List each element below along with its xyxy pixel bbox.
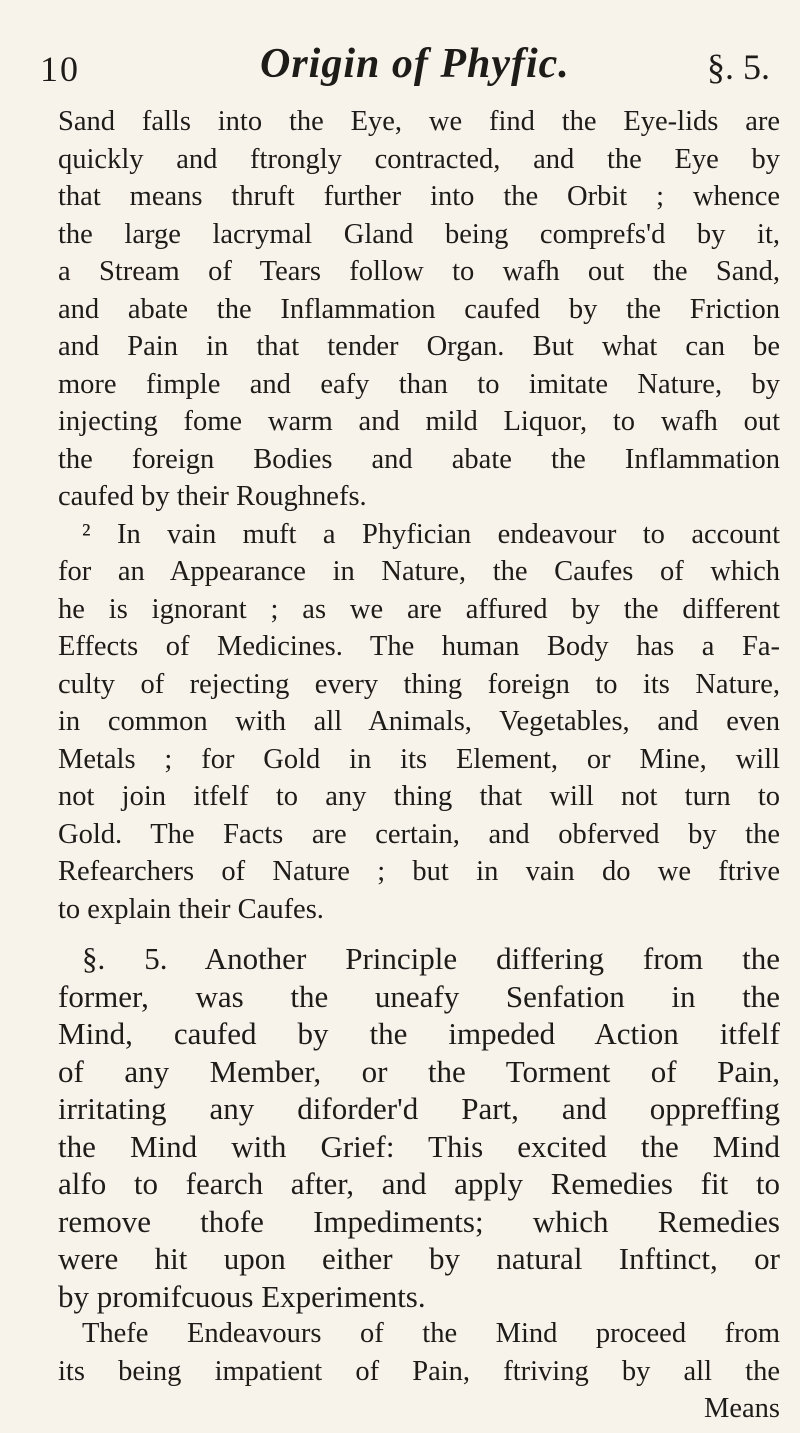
text-line: and abate the Inflammation caufed by the Friction (58, 293, 780, 325)
text-line: Metals ; for Gold in its Element, or Mine, will (58, 743, 780, 775)
text-line: Gold. The Facts are certain, and obferved by the (58, 818, 780, 850)
section-marker: §. 5. (707, 47, 770, 87)
paragraph (58, 1315, 780, 1428)
text-line: alfo to fearch after, and apply Remedies fit to (58, 1166, 780, 1201)
catchword: Means (704, 1393, 780, 1424)
text-line: in common with all Animals, Vegetables, and even (58, 706, 780, 737)
text-line: Effects of Medicines. The human Body has a Fa- (58, 631, 780, 662)
text-line: the large lacrymal Gland being comprefs'd by it, (58, 218, 780, 250)
text-line: that means thruft further into the Orbit ; whence (58, 181, 780, 212)
text-line: remove thofe Impediments; which Remedies (58, 1203, 780, 1239)
body-text (58, 103, 780, 1428)
paragraph (58, 940, 780, 1315)
text-line: by promifcuous Experiments. (58, 1278, 426, 1314)
text-line: its being impatient of Pain, ftriving by all the (58, 1355, 780, 1387)
text-line: were hit upon either by natural Inftinct, or (58, 1241, 780, 1276)
text-line: former, was the uneafy Senfation in the (58, 978, 780, 1014)
running-title: Origin of Phyfic. (260, 41, 570, 87)
text-line: injecting fome warm and mild Liquor, to wafh out (58, 406, 780, 437)
text-line: ² In vain muft a Phyfician endeavour to account (82, 518, 780, 550)
text-line: quickly and ftrongly contracted, and the Eye by (58, 143, 780, 175)
text-line: culty of rejecting every thing foreign to its Nature, (58, 668, 780, 700)
text-line: more fimple and eafy than to imitate Nature, by (58, 368, 780, 400)
text-line: Sand falls into the Eye, we find the Eye-lids are (58, 106, 780, 137)
text-line: and Pain in that tender Organ. But what can be (58, 331, 780, 362)
text-line: to explain their Caufes. (58, 893, 324, 925)
text-line: Refearchers of Nature ; but in vain do we ftrive (58, 856, 780, 887)
text-line: of any Member, or the Torment of Pain, (58, 1053, 780, 1089)
text-line: §. 5. Another Principle differing from the (82, 941, 780, 976)
text-line: irritating any diforder'd Part, and oppreffing (58, 1091, 780, 1126)
paragraph (58, 516, 780, 929)
text-line: he is ignorant ; as we are affured by the different (58, 593, 780, 625)
text-line: for an Appearance in Nature, the Caufes of which (58, 556, 780, 587)
paragraph (58, 103, 780, 516)
text-line: caufed by their Roughnefs. (58, 481, 367, 512)
text-line: Mind, caufed by the impeded Action itfelf (58, 1016, 780, 1051)
page-number: 10 (40, 49, 80, 89)
text-line: a Stream of Tears follow to wafh out the Sand, (58, 256, 780, 287)
text-line: the foreign Bodies and abate the Inflammation (58, 443, 780, 475)
text-line: the Mind with Grief: This excited the Mind (58, 1128, 780, 1164)
text-line: not join itfelf to any thing that will not turn to (58, 781, 780, 812)
running-head (40, 40, 770, 100)
text-line: Thefe Endeavours of the Mind proceed from (82, 1318, 780, 1349)
